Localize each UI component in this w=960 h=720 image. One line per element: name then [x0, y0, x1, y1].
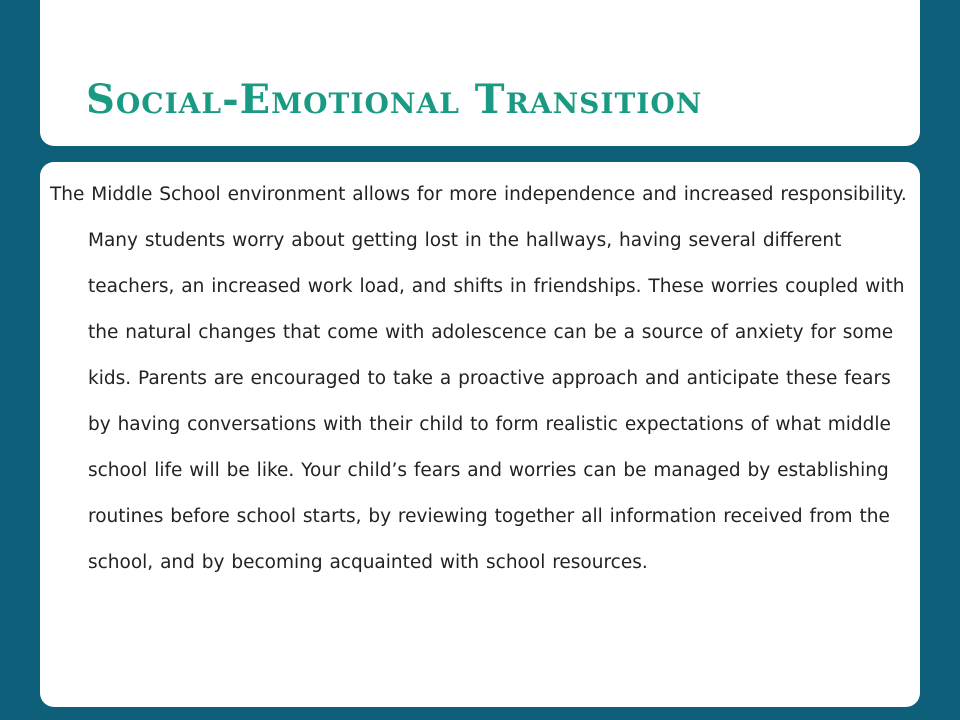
- slide-title: Social-Emotional Transition: [86, 76, 703, 123]
- body-paragraph: The Middle School environment allows for more independence and increased responsibility. Many students worry about getting lost in the hallways, having several different teachers, an increased work load, and shifts in friendships. These worries coupled with the natural changes that come with adolescence can be a source of anxiety for some kids. Parents are encouraged to take a proactive approach and anticipate these fears by having conversations with their child to form realistic expectations of what middle school life will be like. Your child’s fears and worries can be managed by establishing routines before school starts, by reviewing together all information received from the school, and by becoming acquainted with school resources.: [50, 184, 907, 573]
- title-panel: [40, 0, 920, 146]
- body-panel: [40, 162, 920, 707]
